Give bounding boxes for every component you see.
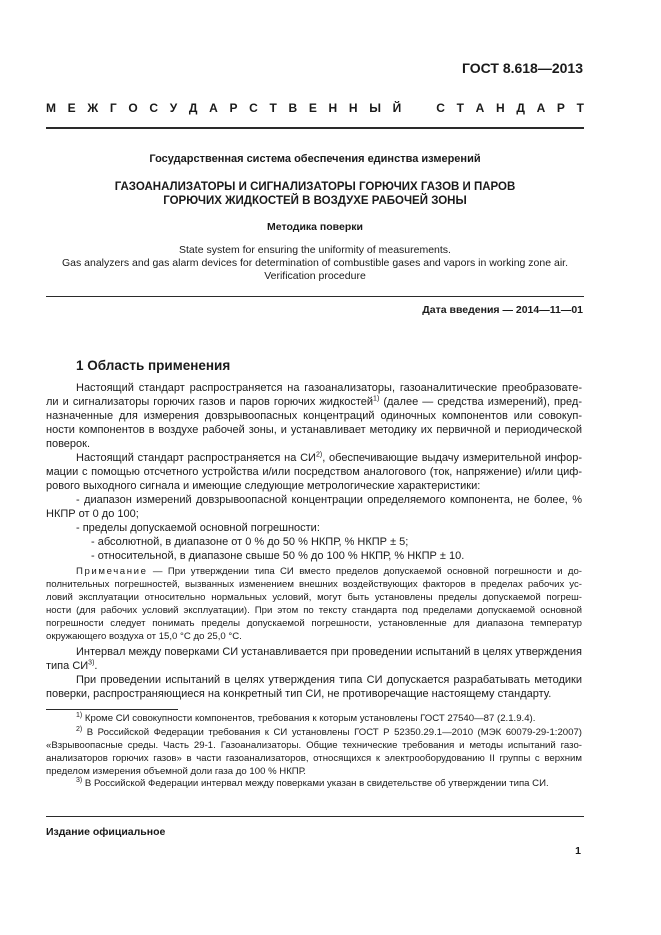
- bullet-range-continued: НКПР от 0 до 100;: [46, 508, 139, 520]
- note-line-5: погрешности следует понимать пределы допускаемой погрешности, установленные для диапазона температур: [46, 618, 582, 629]
- category-letter: Н: [495, 101, 505, 115]
- category-letter: Р: [229, 101, 238, 115]
- category-letter: Ы: [369, 101, 381, 115]
- footnote-2-line-2: «Взрывоопасные среды. Часть 29-1. Газоанализаторы. Общие технические требования и методы испытаний газо-: [46, 740, 582, 751]
- category-letter: О: [128, 101, 138, 115]
- footnote-rule: [46, 709, 178, 710]
- footnote-2-line-1: $^{2)}$ В Российской Федерации требования к СИ установлены ГОСТ Р 52350.29.1—2010 (МЭК 60079-29-1:2007): [76, 725, 582, 738]
- introduction-date: Дата введения — 2014—11—01: [422, 304, 583, 316]
- paragraph-1-line-1: Настоящий стандарт распространяется на газоанализаторы, газоаналитические преобразовате-: [76, 382, 582, 394]
- page-number: 1: [575, 845, 581, 857]
- category-letter: С: [436, 101, 445, 115]
- bullet-relative-error: - относительной, в диапазоне свыше 50 % до 100 % НКПР, % НКПР ± 10.: [91, 550, 465, 562]
- paragraph-4-line-2: поверки, распространяющиеся на конкретный тип СИ, не противоречащие настоящему стандарту.: [46, 688, 552, 700]
- english-title-line-3: Verification procedure: [264, 270, 366, 282]
- paragraph-4-line-1: При проведении испытаний в целях утверждения типа СИ допускается разрабатывать методики: [76, 674, 582, 686]
- bullet-absolute-error: - абсолютной, в диапазоне от 0 % до 50 % НКПР, % НКПР ± 5;: [91, 536, 409, 548]
- paragraph-2-line-2: мации с помощью отсчетного устройства и/или посредством аналогового (ток, напряжение) и/или циф-: [46, 466, 582, 478]
- category-letter: С: [249, 101, 258, 115]
- note-line-6: окружающего воздуха от 15,0 °С до 25,0 °С.: [46, 631, 242, 642]
- category-letter: Д: [516, 101, 525, 115]
- system-name: Государственная система обеспечения единства измерений: [149, 153, 481, 165]
- category-letter: Ж: [87, 101, 99, 115]
- category-letter: Д: [188, 101, 198, 115]
- standard-code: ГОСТ 8.618—2013: [461, 60, 583, 76]
- category-letter: Н: [348, 101, 358, 115]
- paragraph-1-line-3: назначенные для измерения довзрывоопасных концентраций одиночных компонентов или совокуп-: [46, 410, 582, 422]
- paragraph-3-line-1: Интервал между поверками СИ устанавливается при проведении испытаний в целях утверждения: [76, 646, 582, 658]
- note-line-2: полнительных погрешностей, вызванных изменением внешних воздействующих факторов в пределах рабочих ус-: [46, 579, 582, 590]
- category-letter: А: [536, 101, 546, 115]
- category-letter: Т: [269, 101, 277, 115]
- footer-rule: [46, 816, 584, 817]
- category-letter: Н: [328, 101, 338, 115]
- category-letter: Е: [308, 101, 317, 115]
- category-letter: Т: [456, 101, 464, 115]
- paragraph-2-line-3: рового выходного сигнала и имеющие следующие метрологические характеристики:: [46, 480, 481, 492]
- edition-label: Издание официальное: [46, 826, 166, 838]
- category-letter: В: [288, 101, 298, 115]
- footnote-2-line-4: пределом измерения объемной доли газа до 100 % НКПР.: [46, 766, 306, 777]
- category-letter: Т: [576, 101, 584, 115]
- note-label: Примечание: [76, 566, 148, 577]
- category-letter: А: [475, 101, 485, 115]
- subtitle: Методика поверки: [267, 221, 363, 233]
- paragraph-1-line-5: поверок.: [46, 438, 91, 450]
- category-letter: Е: [67, 101, 76, 115]
- category-letter: Г: [109, 101, 117, 115]
- header-rule: [46, 127, 584, 129]
- paragraph-3-line-2: типа СИ$^{3)}$.: [46, 659, 98, 672]
- bullet-range: - диапазон измерений довзрывоопасной концентрации определяемого компонента, не более, %: [76, 494, 582, 506]
- footnote-2-line-3: анализаторов горючих газов» в части газоанализаторов, относящихся к электрооборудованию II группы с верхним: [46, 753, 582, 764]
- paragraph-1-line-2: ли и сигнализаторы горючих газов и паров горючих жидкостей$^{1)}$ (далее — средства измерений), пред-: [46, 395, 582, 408]
- english-title-line-1: State system for ensuring the uniformity of measurements.: [179, 244, 451, 256]
- category-letter: М: [46, 101, 56, 115]
- paragraph-1-line-4: ности компонентов в воздухе рабочей зоны, и устанавливает методику их первичной и периодической: [46, 424, 582, 436]
- category-letter: У: [169, 101, 178, 115]
- paragraph-2-line-1: Настоящий стандарт распространяется на СИ$^{2)}$, обеспечивающие выдачу измерительной инфор-: [76, 451, 582, 464]
- note-line-4: ности (для рабочих условий эксплуатации). При этом по тексту стандарта под пределами допускаемой основной: [46, 605, 582, 616]
- note-line-1: Примечание — При утверждении типа СИ вместо пределов допускаемой основной погрешности и до-: [76, 566, 582, 577]
- footnote-1: $^{1)}$ Кроме СИ совокупности компонентов, требования к которым установлены ГОСТ 27540—87 (2.1.9.4).: [76, 711, 536, 724]
- category-letter: С: [149, 101, 159, 115]
- note-line-3: ловий эксплуатации относительно нормальных условий, могут быть установлены пределы допускаемой погреш-: [46, 592, 582, 603]
- english-title-line-2: Gas analyzers and gas alarm devices for determination of combustible gases and vapors in working zone air.: [61, 257, 568, 269]
- bullet-error-limits: - пределы допускаемой основной погрешности:: [76, 522, 320, 534]
- category-letter: Р: [556, 101, 565, 115]
- category-letter: А: [209, 101, 218, 115]
- category-letter: Й: [392, 101, 402, 115]
- section-heading: 1 Область применения: [76, 358, 231, 373]
- title-line-2: ГОРЮЧИХ ЖИДКОСТЕЙ В ВОЗДУХЕ РАБОЧЕЙ ЗОНЫ: [163, 195, 467, 207]
- title-rule: [46, 296, 584, 297]
- footnote-3: $^{3)}$ В Российской Федерации интервал между поверками указан в свидетельстве об утверждении типа СИ.: [76, 776, 549, 789]
- standard-category: [46, 101, 584, 115]
- title-line-1: ГАЗОАНАЛИЗАТОРЫ И СИГНАЛИЗАТОРЫ ГОРЮЧИХ ГАЗОВ И ПАРОВ: [114, 181, 516, 193]
